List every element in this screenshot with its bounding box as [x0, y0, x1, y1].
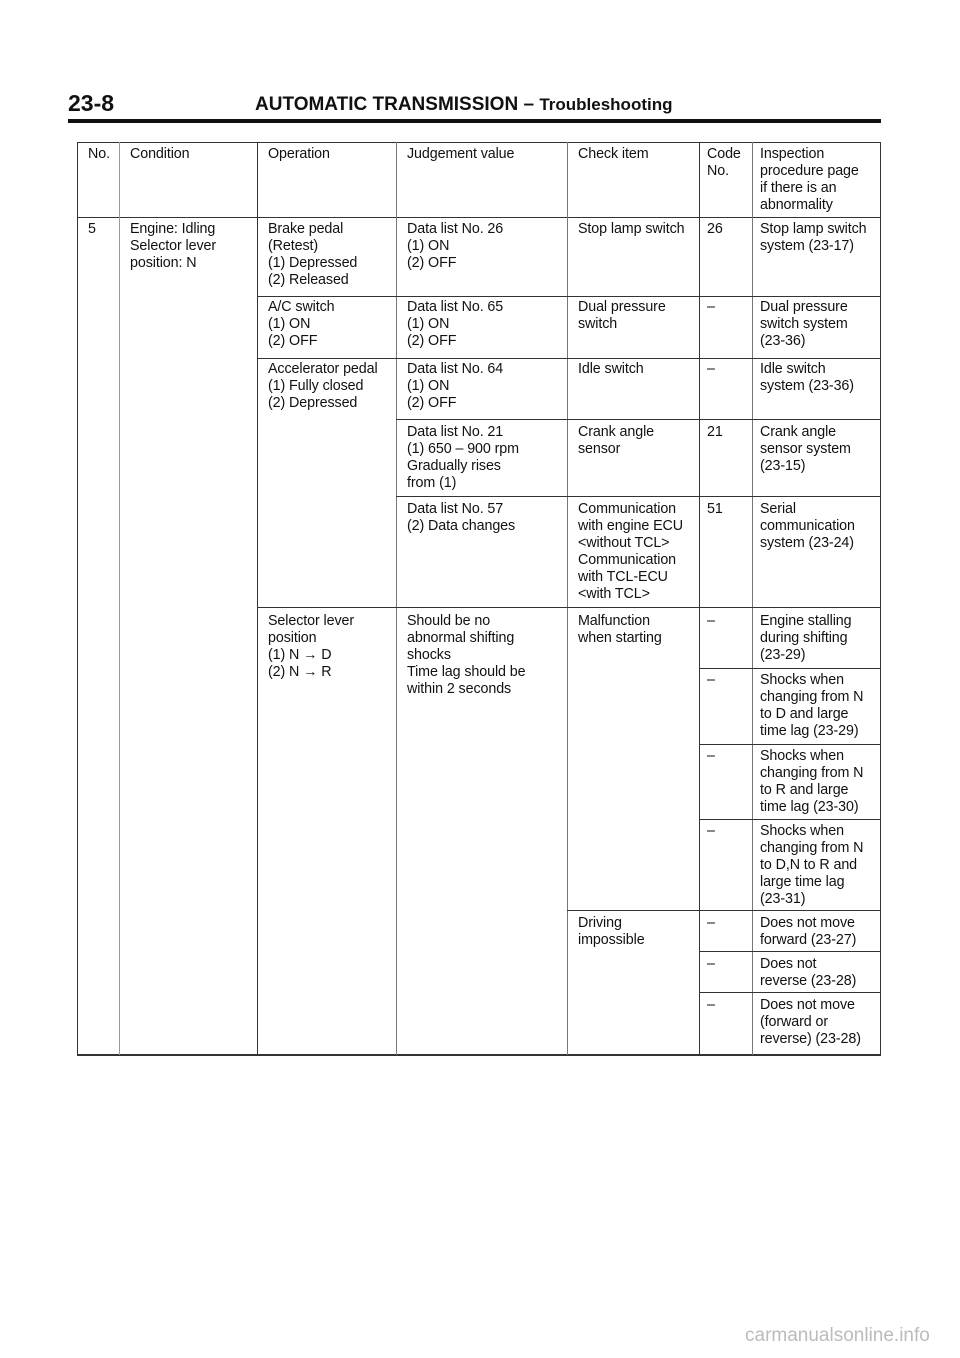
cell-inspection: Stop lamp switch system (23-17) [760, 221, 867, 254]
cell-code: – [707, 956, 715, 972]
cell-code: – [707, 823, 715, 839]
cell-inspection: Crank angle sensor system (23-15) [760, 424, 851, 474]
watermark: carmanualsonline.info [745, 1325, 930, 1346]
col-line [699, 142, 700, 1055]
header-operation: Operation [268, 146, 330, 162]
row-condition: Engine: Idling Selector lever position: N [130, 221, 217, 271]
cell-operation: Accelerator pedal (1) Fully closed (2) Depressed [268, 361, 378, 411]
title-rule [68, 119, 881, 123]
cell-code: 21 [707, 424, 723, 440]
cell-check: Communication with engine ECU <without TCL> Communication with TCL-ECU <with TCL> [578, 501, 683, 602]
cell-code: – [707, 613, 715, 629]
table-border-bottom [77, 1054, 881, 1056]
row-line [699, 951, 881, 952]
cell-code: – [707, 672, 715, 688]
col-line [77, 142, 78, 1055]
row-line [396, 496, 881, 497]
cell-check: Stop lamp switch [578, 221, 685, 237]
page-number: 23-8 [68, 90, 115, 116]
cell-code: 26 [707, 221, 723, 237]
cell-judgement: Data list No. 65 (1) ON (2) OFF [407, 299, 504, 349]
cell-check: Driving impossible [578, 915, 645, 948]
cell-inspection: Engine stalling during shifting (23-29) [760, 613, 852, 663]
cell-operation: Brake pedal (Retest) (1) Depressed (2) Released [268, 221, 358, 288]
header-code: Code No. [707, 146, 741, 179]
row-line [699, 819, 881, 820]
row-line [257, 358, 881, 359]
cell-check: Idle switch [578, 361, 644, 377]
cell-operation: Selector lever position (1) N → D (2) N → R [268, 613, 355, 680]
row-no: 5 [88, 221, 96, 237]
cell-code: – [707, 915, 715, 931]
cell-inspection: Shocks when changing from N to R and large time lag (23-30) [760, 748, 864, 815]
row-line [567, 910, 881, 911]
cell-inspection: Shocks when changing from N to D and large time lag (23-29) [760, 672, 864, 739]
col-line [257, 142, 258, 1055]
header-check: Check item [578, 146, 649, 162]
cell-inspection: Dual pressure switch system (23-36) [760, 299, 848, 349]
cell-check: Malfunction when starting [578, 613, 662, 646]
header-divider [77, 217, 881, 218]
row-line [699, 744, 881, 745]
table-border-top [77, 142, 881, 143]
col-line [880, 142, 881, 1055]
cell-judgement: Data list No. 26 (1) ON (2) OFF [407, 221, 504, 271]
cell-inspection: Does not move forward (23-27) [760, 915, 857, 948]
header-inspection: Inspection procedure page if there is an abnormality [760, 146, 859, 213]
cell-code: – [707, 299, 715, 315]
cell-code: – [707, 361, 715, 377]
cell-judgement: Data list No. 57 (2) Data changes [407, 501, 516, 534]
cell-inspection: Idle switch system (23-36) [760, 361, 854, 394]
header-no: No. [88, 146, 110, 162]
cell-inspection: Shocks when changing from N to D,N to R and large time lag (23-31) [760, 823, 864, 907]
cell-judgement: Data list No. 21 (1) 650 – 900 rpm Gradually rises from (1) [407, 424, 519, 491]
cell-code: 51 [707, 501, 723, 517]
row-line [699, 668, 881, 669]
col-line [567, 142, 568, 1055]
header-judgement: Judgement value [407, 146, 515, 162]
cell-operation: A/C switch (1) ON (2) OFF [268, 299, 335, 349]
row-line [257, 607, 881, 608]
cell-check: Dual pressure switch [578, 299, 666, 332]
cell-inspection: Serial communication system (23-24) [760, 501, 855, 551]
title-main: AUTOMATIC TRANSMISSION [255, 94, 519, 115]
cell-check: Crank angle sensor [578, 424, 654, 457]
header-condition: Condition [130, 146, 190, 162]
row-line [396, 419, 881, 420]
cell-code: – [707, 997, 715, 1013]
cell-inspection: Does not reverse (23-28) [760, 956, 857, 989]
row-line [699, 992, 881, 993]
col-line [119, 142, 120, 1055]
title-dash: – [523, 94, 535, 115]
cell-judgement: Should be no abnormal shifting shocks Time lag should be within 2 seconds [407, 613, 526, 697]
col-line [752, 142, 753, 1055]
cell-inspection: Does not move (forward or reverse) (23-28) [760, 997, 861, 1047]
cell-judgement: Data list No. 64 (1) ON (2) OFF [407, 361, 504, 411]
cell-code: – [707, 748, 715, 764]
title-sub: Troubleshooting [539, 95, 673, 114]
col-line [396, 142, 397, 1055]
row-line [257, 296, 881, 297]
page-title [255, 94, 672, 116]
